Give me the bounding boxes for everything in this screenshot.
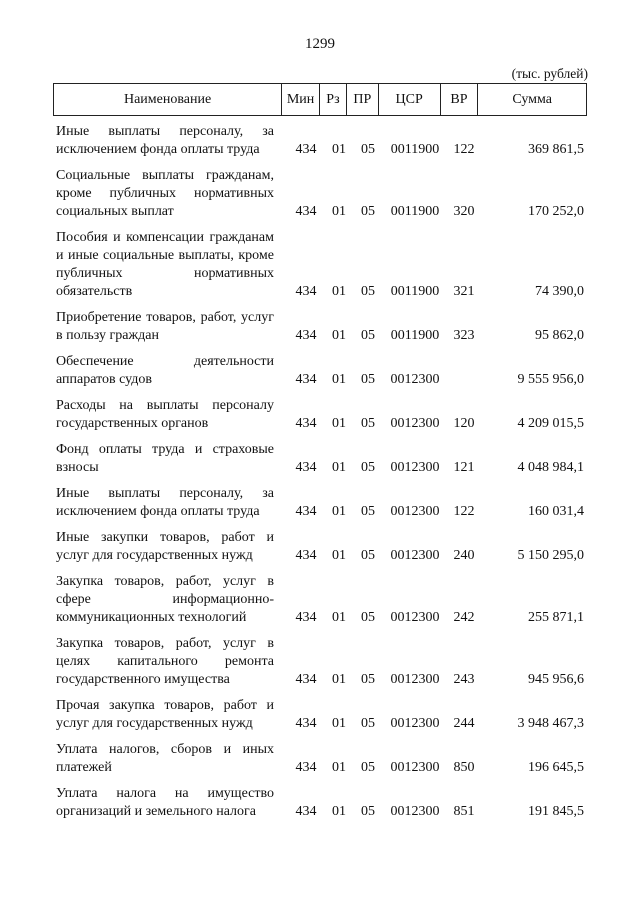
row-vr: 121	[453, 460, 475, 475]
row-name: Уплата налога на имущество организаций и земельного налога	[56, 786, 274, 819]
table-row	[56, 123, 586, 159]
row-vr: 243	[453, 672, 475, 687]
table-body	[56, 123, 586, 829]
row-sum: 255 871,1	[528, 610, 584, 625]
row-csr: 0011900	[390, 204, 440, 219]
row-vr: 850	[453, 760, 475, 775]
table-row	[56, 441, 586, 477]
row-rz: 01	[332, 460, 346, 475]
row-name: Иные закупки товаров, работ и услуг для государственных нужд	[56, 530, 274, 563]
header-csr: ЦСР	[379, 84, 441, 115]
row-min: 434	[295, 372, 317, 387]
table-row	[56, 697, 586, 733]
header-min: Мин	[282, 84, 320, 115]
row-vr: 320	[453, 204, 475, 219]
table-row	[56, 353, 586, 389]
row-csr: 0012300	[390, 416, 440, 431]
row-vr: 242	[453, 610, 475, 625]
row-name: Социальные выплаты гражданам, кроме публичных нормативных социальных выплат	[56, 168, 274, 219]
row-pr: 05	[361, 672, 375, 687]
row-sum: 9 555 956,0	[517, 372, 584, 387]
table-row	[56, 785, 586, 821]
row-rz: 01	[332, 610, 346, 625]
row-pr: 05	[361, 716, 375, 731]
header-rz: Рз	[320, 84, 347, 115]
row-vr: 321	[453, 284, 475, 299]
header-vr: ВР	[441, 84, 479, 115]
row-name: Иные выплаты персоналу, за исключением фонда оплаты труда	[56, 486, 274, 519]
row-rz: 01	[332, 672, 346, 687]
row-min: 434	[295, 204, 317, 219]
row-csr: 0011900	[390, 284, 440, 299]
row-min: 434	[295, 142, 317, 157]
row-csr: 0011900	[390, 142, 440, 157]
row-pr: 05	[361, 460, 375, 475]
header-sum: Сумма	[512, 91, 553, 107]
table-row	[56, 741, 586, 777]
table-row	[56, 635, 586, 689]
row-rz: 01	[332, 504, 346, 519]
row-csr: 0012300	[390, 760, 440, 775]
table-row	[56, 167, 586, 221]
row-name: Пособия и компенсации гражданам и иные социальные выплаты, кроме публичных нормативных обязательств	[56, 230, 274, 299]
row-pr: 05	[361, 804, 375, 819]
units-label: (тыс. рублей)	[511, 66, 588, 81]
row-rz: 01	[332, 804, 346, 819]
row-name: Расходы на выплаты персоналу государственных органов	[56, 398, 274, 431]
row-sum: 191 845,5	[528, 804, 584, 819]
row-min: 434	[295, 804, 317, 819]
row-sum: 4 048 984,1	[517, 460, 584, 475]
table-row	[56, 485, 586, 521]
row-rz: 01	[332, 284, 346, 299]
row-sum: 160 031,4	[528, 504, 584, 519]
row-name: Иные выплаты персоналу, за исключением фонда оплаты труда	[56, 124, 274, 157]
table-header	[53, 83, 587, 116]
row-min: 434	[295, 716, 317, 731]
row-name: Приобретение товаров, работ, услуг в пользу граждан	[56, 310, 274, 343]
table-row	[56, 529, 586, 565]
row-pr: 05	[361, 416, 375, 431]
row-name: Обеспечение деятельности аппаратов судов	[56, 354, 274, 387]
row-min: 434	[295, 504, 317, 519]
row-pr: 05	[361, 142, 375, 157]
row-rz: 01	[332, 716, 346, 731]
row-csr: 0012300	[390, 504, 440, 519]
row-rz: 01	[332, 372, 346, 387]
row-min: 434	[295, 284, 317, 299]
row-min: 434	[295, 328, 317, 343]
row-name: Закупка товаров, работ, услуг в сфере информационно-коммуникационных технологий	[56, 574, 274, 625]
row-sum: 196 645,5	[528, 760, 584, 775]
row-sum: 3 948 467,3	[517, 716, 584, 731]
row-vr: 122	[453, 504, 475, 519]
table-row	[56, 309, 586, 345]
table-row	[56, 573, 586, 627]
row-name: Прочая закупка товаров, работ и услуг для государственных нужд	[56, 698, 274, 731]
row-rz: 01	[332, 328, 346, 343]
row-min: 434	[295, 416, 317, 431]
row-sum: 170 252,0	[528, 204, 584, 219]
row-pr: 05	[361, 328, 375, 343]
row-pr: 05	[361, 548, 375, 563]
row-sum: 945 956,6	[528, 672, 584, 687]
row-pr: 05	[361, 610, 375, 625]
row-csr: 0012300	[390, 610, 440, 625]
row-pr: 05	[361, 504, 375, 519]
page-number: 1299	[305, 36, 335, 52]
row-pr: 05	[361, 204, 375, 219]
row-rz: 01	[332, 760, 346, 775]
row-csr: 0012300	[390, 460, 440, 475]
row-min: 434	[295, 672, 317, 687]
row-csr: 0012300	[390, 372, 440, 387]
row-sum: 4 209 015,5	[517, 416, 584, 431]
row-vr: 240	[453, 548, 475, 563]
row-min: 434	[295, 548, 317, 563]
row-rz: 01	[332, 548, 346, 563]
row-csr: 0011900	[390, 328, 440, 343]
row-csr: 0012300	[390, 716, 440, 731]
row-rz: 01	[332, 416, 346, 431]
row-min: 434	[295, 610, 317, 625]
row-pr: 05	[361, 760, 375, 775]
row-name: Закупка товаров, работ, услуг в целях капитального ремонта государственного имущества	[56, 636, 274, 687]
row-rz: 01	[332, 142, 346, 157]
row-vr: 244	[453, 716, 475, 731]
row-min: 434	[295, 760, 317, 775]
row-sum: 369 861,5	[528, 142, 584, 157]
row-pr: 05	[361, 284, 375, 299]
row-vr: 122	[453, 142, 475, 157]
row-sum: 74 390,0	[535, 284, 584, 299]
row-name: Уплата налогов, сборов и иных платежей	[56, 742, 274, 775]
row-pr: 05	[361, 372, 375, 387]
header-name: Наименование	[54, 84, 282, 115]
header-pr: ПР	[347, 84, 379, 115]
table-row	[56, 229, 586, 301]
row-csr: 0012300	[390, 672, 440, 687]
row-vr: 323	[453, 328, 475, 343]
row-sum: 95 862,0	[535, 328, 584, 343]
table-row	[56, 397, 586, 433]
row-rz: 01	[332, 204, 346, 219]
row-vr: 120	[453, 416, 475, 431]
row-sum: 5 150 295,0	[517, 548, 584, 563]
row-csr: 0012300	[390, 548, 440, 563]
row-min: 434	[295, 460, 317, 475]
row-name: Фонд оплаты труда и страховые взносы	[56, 442, 274, 475]
row-csr: 0012300	[390, 804, 440, 819]
row-vr: 851	[453, 804, 475, 819]
